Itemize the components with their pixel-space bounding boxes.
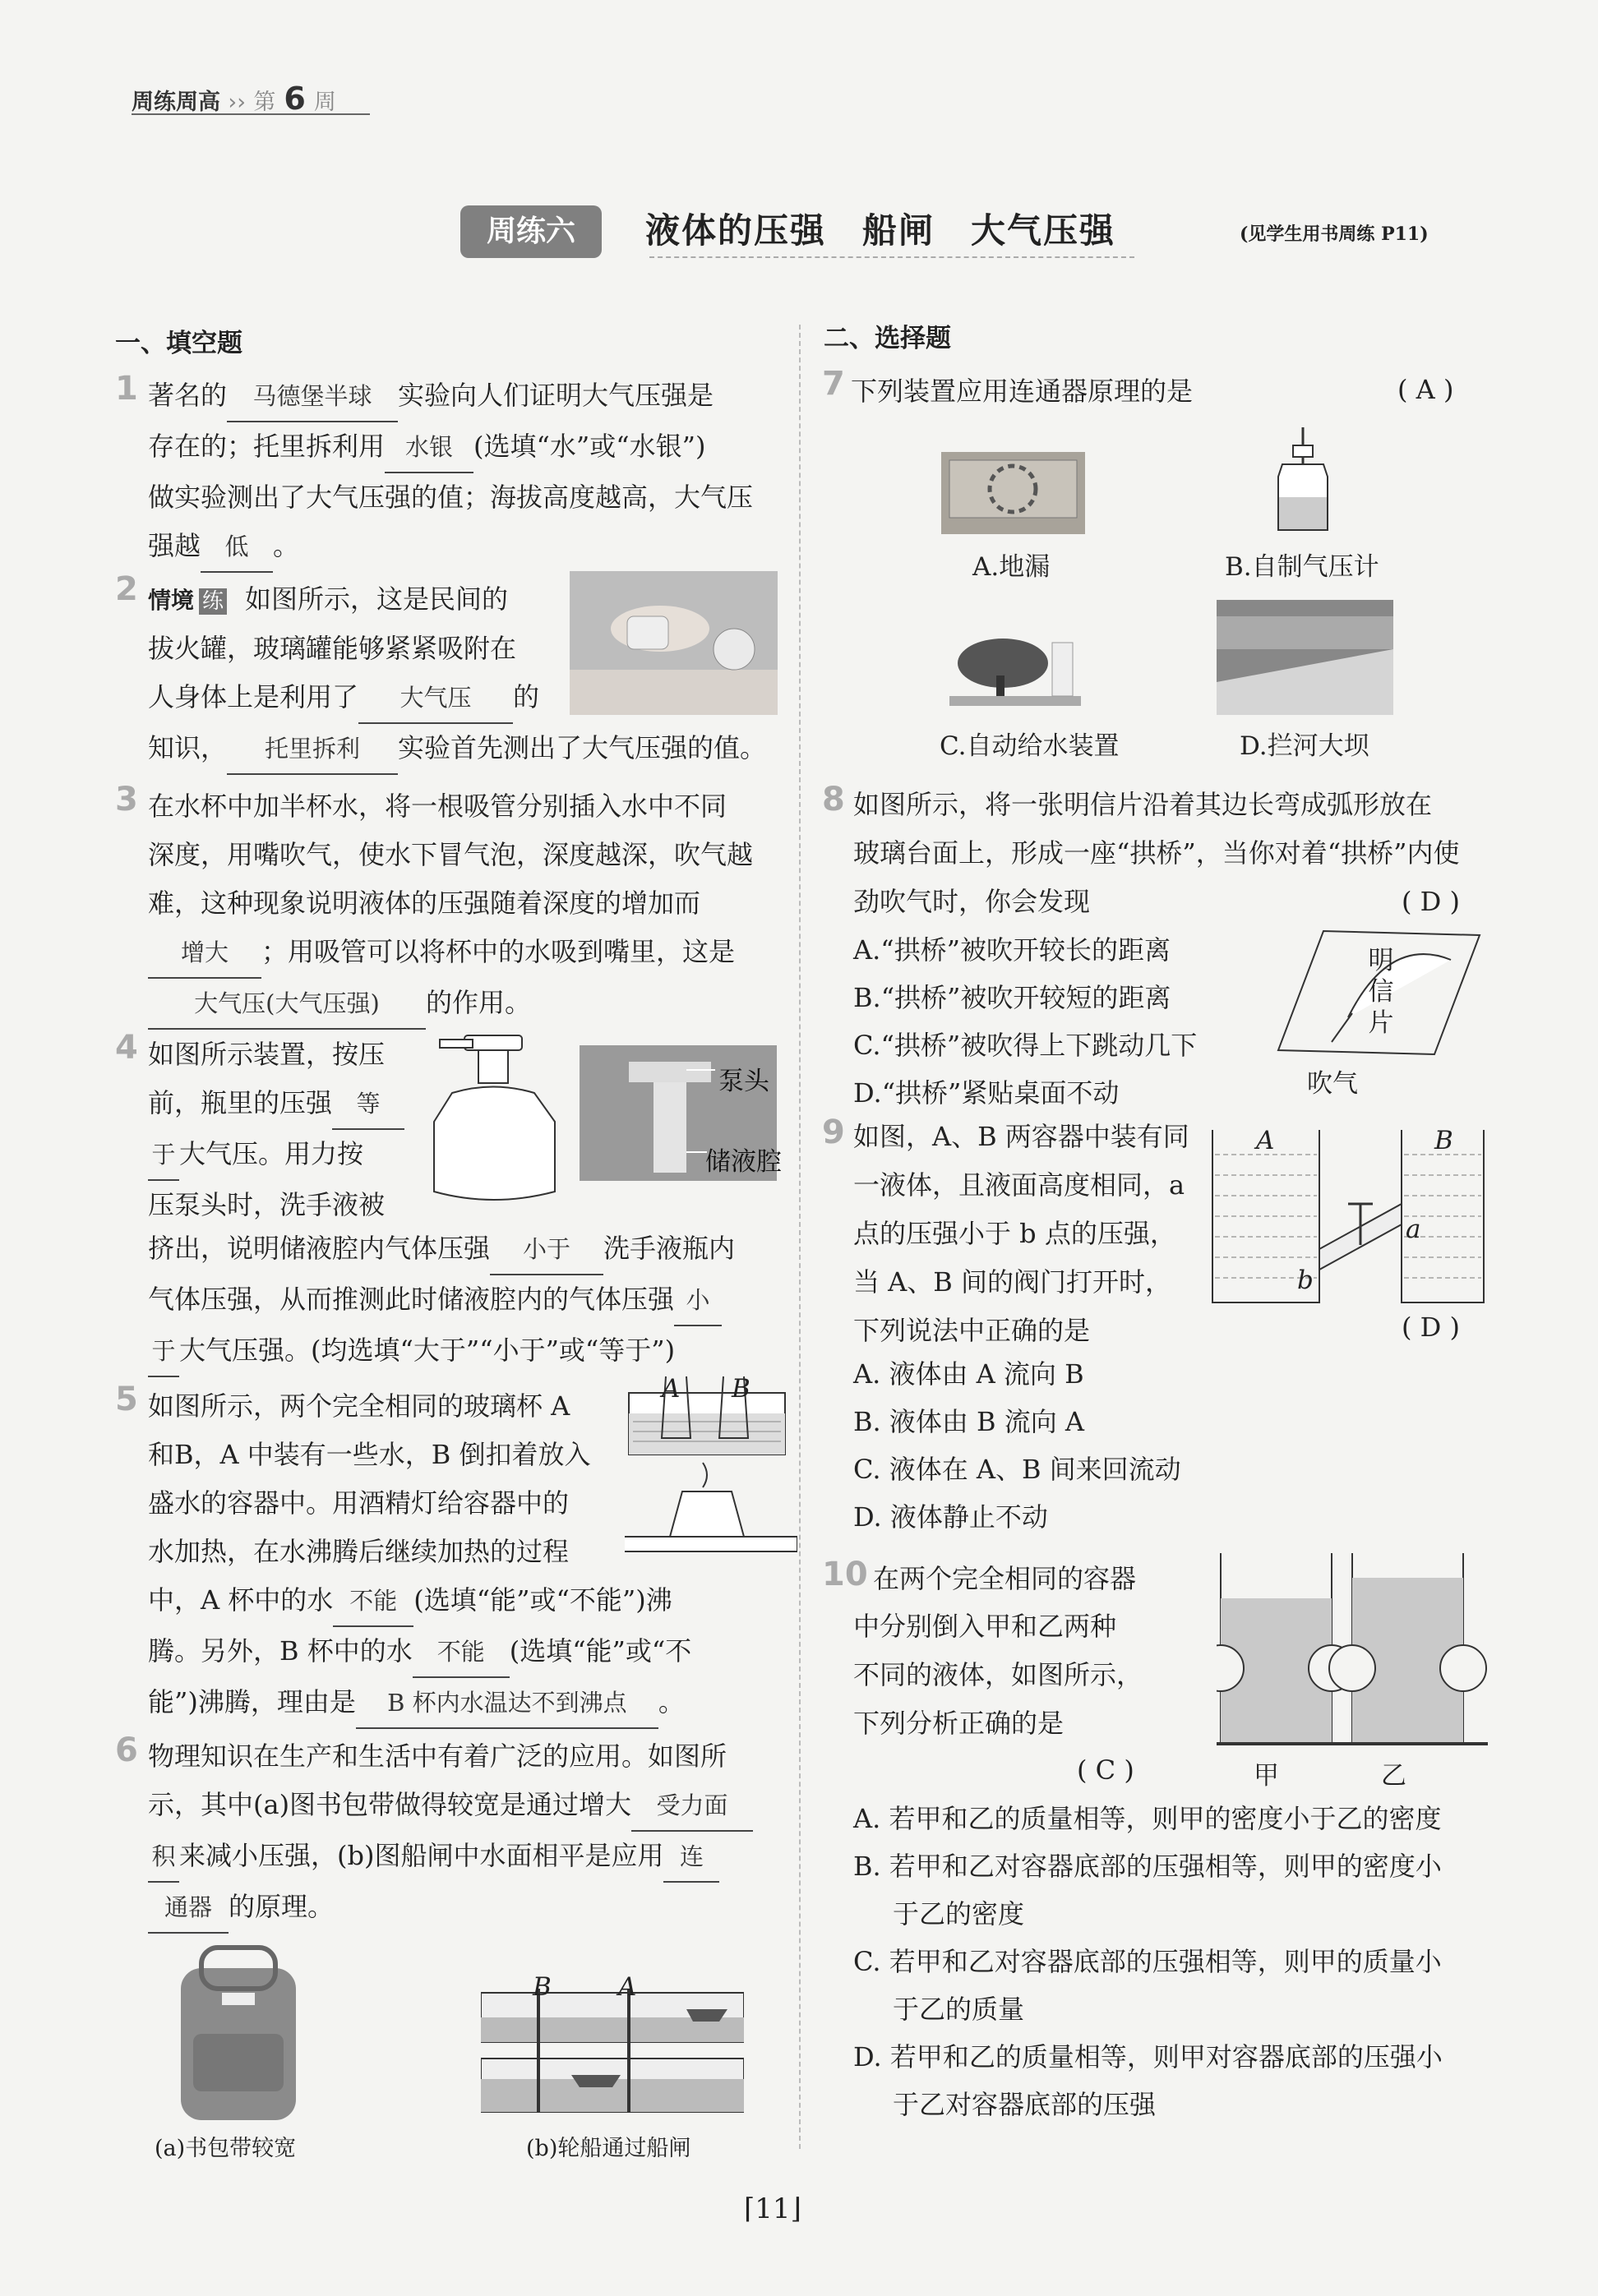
q5-text-b: 中，A 杯中的水 不能 (选填“能”或“不能”)沸 腾。另外，B 杯中的水 不能 (选填“能”或“不 能”)沸腾，理由是 B 杯内水温达不到沸点 。 <box>148 1576 797 1729</box>
label-pump-head: 泵头 <box>718 1067 769 1096</box>
q8-text: 如图所示，将一张明信片沿着其边长弯成弧形放在 玻璃台面上，形成一座“拱桥”，当你对着“拱桥”内使 劲吹气时，你会发现 <box>853 789 1460 917</box>
option-d-label: D.拦河大坝 <box>1240 731 1369 761</box>
question-number: 4 <box>115 1029 138 1067</box>
answer-blank[interactable]: 等 <box>332 1080 404 1130</box>
q10-text-b: 中分别倒入甲和乙两种 不同的液体，如图所示， 下列分析正确的是 <box>853 1611 1143 1739</box>
question-number: 7 <box>822 365 845 403</box>
question-number: 2 <box>115 570 138 608</box>
answer-blank[interactable]: 积 <box>148 1833 179 1883</box>
question-number: 8 <box>822 781 845 818</box>
answer-blank[interactable]: 马德堡半球 <box>227 372 398 422</box>
q7-stem: 下列装置应用连通器原理的是 <box>851 376 1194 407</box>
gate-a-label: A <box>618 1972 637 2002</box>
answer-blank[interactable]: 小 <box>674 1276 722 1326</box>
answer-blank[interactable]: 连 <box>663 1833 719 1883</box>
section-multiple-choice: 二、选择题 <box>824 324 951 353</box>
cupping-jar-photo <box>570 571 778 715</box>
dam-photo <box>1217 600 1393 715</box>
q10-options: A. 若甲和乙的质量相等，则甲的密度小于乙的密度 B. 若甲和乙对容器底部的压强相等，则甲的密度小 于乙的密度 C. 若甲和乙对容器底部的压强相等，则甲的质量小 于乙的质量 D. 若甲和乙的质量相等，则甲对容器底部的压强小 于乙对容器底部的压强 <box>853 1803 1443 2120</box>
answer-blank[interactable]: 水银 <box>385 423 473 473</box>
answer-blank[interactable]: 大气压(大气压强) <box>148 980 426 1030</box>
q9-answer: ( D ) <box>1402 1312 1460 1343</box>
q7-answer: ( A ) <box>1397 374 1454 405</box>
cup-b-label: B <box>732 1374 751 1404</box>
answer-blank[interactable]: 通器 <box>148 1883 229 1934</box>
header-underline <box>132 113 370 115</box>
answer-blank[interactable]: 小于 <box>490 1225 603 1275</box>
ship-lock-diagram <box>481 1976 744 2116</box>
answer-blank[interactable]: 不能 <box>333 1577 413 1627</box>
cup-a-label: A <box>662 1374 681 1404</box>
label-liquid-cavity: 储液腔 <box>705 1147 782 1177</box>
boiling-cups-diagram <box>625 1372 797 1570</box>
page-title: 液体的压强 船闸 大气压强 <box>645 210 1116 251</box>
question-number: 9 <box>822 1113 845 1151</box>
q10-answer: ( C ) <box>1077 1754 1134 1786</box>
caption-backpack: (a)书包带较宽 <box>155 2136 297 2161</box>
title-underline <box>649 256 1134 258</box>
soap-bottle-diagram <box>427 1031 567 1212</box>
label-jia: 甲 <box>1254 1761 1279 1791</box>
q2-text: 情境 练 如图所示，这是民间的 拔火罐，玻璃罐能够紧紧吸附在 人身体上是利用了 大气压 的 知识， 托里拆利 实验首先测出了大气压强的值。 <box>148 575 806 775</box>
auto-water-photo <box>945 618 1085 712</box>
q4-text-b: 挤出，说明储液腔内气体压强 小于 洗手液瓶内 气体压强，从而推测此时储液腔内的气体压强 小 于 大气压强。(均选填“大于”“小于”或“等于”) <box>148 1224 797 1377</box>
point-b-label: b <box>1297 1266 1314 1295</box>
answer-blank[interactable]: 大气压 <box>358 674 513 724</box>
question-number: 5 <box>115 1381 138 1418</box>
banner-label: 周练六 <box>460 205 602 258</box>
answer-blank[interactable]: 于 <box>148 1327 179 1377</box>
question-number: 6 <box>115 1731 138 1769</box>
gate-b-label: B <box>533 1972 552 2002</box>
answer-blank[interactable]: 增大 <box>148 929 261 979</box>
answer-blank[interactable]: 低 <box>201 523 273 573</box>
q10-text-a: 在两个完全相同的容器 <box>873 1563 1137 1594</box>
answer-blank[interactable]: 托里拆利 <box>227 725 398 775</box>
q8-options: A.“拱桥”被吹开较长的距离 B.“拱桥”被吹开较短的距离 C.“拱桥”被吹得上下跳动几下 D.“拱桥”紧贴桌面不动 <box>853 934 1198 1109</box>
reference-note: (见学生用书周练 P11) <box>1240 224 1429 245</box>
point-a-label: a <box>1406 1215 1421 1244</box>
q9-text: 如图，A、B 两容器中装有同 一液体，且液面高度相同，a 点的压强小于 b 点的压强， 当 A、B 间的阀门打开时， 下列说法中正确的是 <box>853 1121 1189 1346</box>
header-di: 第 <box>253 90 276 115</box>
question-number: 10 <box>822 1556 868 1593</box>
backpack-photo <box>156 1935 321 2124</box>
q5-text-a: 如图所示，两个完全相同的玻璃杯 A 和B，A 中装有一些水，B 倒扣着放入 盛水的容器中。用酒精灯给容器中的 水加热，在水沸腾后继续加热的过程 <box>148 1390 591 1567</box>
postcard-label: 明信片 <box>1368 946 1394 1038</box>
q1-text: 著名的 马德堡半球 实验向人们证明大气压强是 存在的；托里拆利用 水银 (选填“水”或“水银”) 做实验测出了大气压强的值；海拔高度越高，大气压 强越 低 。 <box>148 371 789 573</box>
week-number: 6 <box>284 81 306 117</box>
label-yi: 乙 <box>1381 1761 1406 1791</box>
floor-drain-photo <box>941 452 1085 534</box>
question-number: 3 <box>115 781 138 818</box>
answer-blank[interactable]: 受力面 <box>631 1782 753 1832</box>
two-containers-diagram <box>1217 1553 1488 1750</box>
q9-options: A. 液体由 A 流向 B B. 液体由 B 流向 A C. 液体在 A、B 间来回流动 D. 液体静止不动 <box>853 1358 1181 1533</box>
q8-answer: ( D ) <box>1402 886 1460 917</box>
answer-blank[interactable]: B 杯内水温达不到沸点 <box>356 1679 658 1729</box>
option-c-label: C.自动给水装置 <box>940 731 1120 761</box>
barometer-diagram <box>1270 427 1336 534</box>
option-b-label: B.自制气压计 <box>1225 552 1379 582</box>
header-arrow: ›› <box>228 90 247 115</box>
q6-text: 物理知识在生产和生活中有着广泛的应用。如图所 示，其中(a)图书包带做得较宽是通过增大 受力面 积 来减小压强，(b)图船闸中水面相平是应用 连 通器 的原理。 <box>148 1732 797 1934</box>
page-number: ⌈11⌋ <box>744 2192 801 2225</box>
question-number: 1 <box>115 370 138 408</box>
answer-blank[interactable]: 不能 <box>413 1628 510 1678</box>
caption-ship-lock: (b)轮船通过船闸 <box>526 2136 691 2161</box>
container-a-label: A <box>1256 1126 1275 1155</box>
option-a-label: A.地漏 <box>972 552 1051 582</box>
container-b-label: B <box>1434 1126 1453 1155</box>
answer-blank[interactable]: 于 <box>148 1131 179 1181</box>
q3-text: 在水杯中加半杯水，将一根吸管分别插入水中不同 深度，用嘴吹气，使水下冒气泡，深度越深，吹气越 难，这种现象说明液体的压强随着深度的增加而 增大 ；用吸管可以将杯中的水吸到嘴里，这是 大气压(大气压强) 的作用。 <box>148 782 789 1030</box>
running-header <box>132 81 336 117</box>
header-zhou: 周 <box>313 90 336 115</box>
section-fill-blank: 一、填空题 <box>115 329 242 358</box>
q4-text-a: 如图所示装置，按压 前，瓶里的压强 等 于 大气压。用力按 压泵头时，洗手液被 <box>148 1030 444 1229</box>
series-name: 周练周高 <box>132 90 220 115</box>
blow-label: 吹气 <box>1307 1069 1358 1099</box>
